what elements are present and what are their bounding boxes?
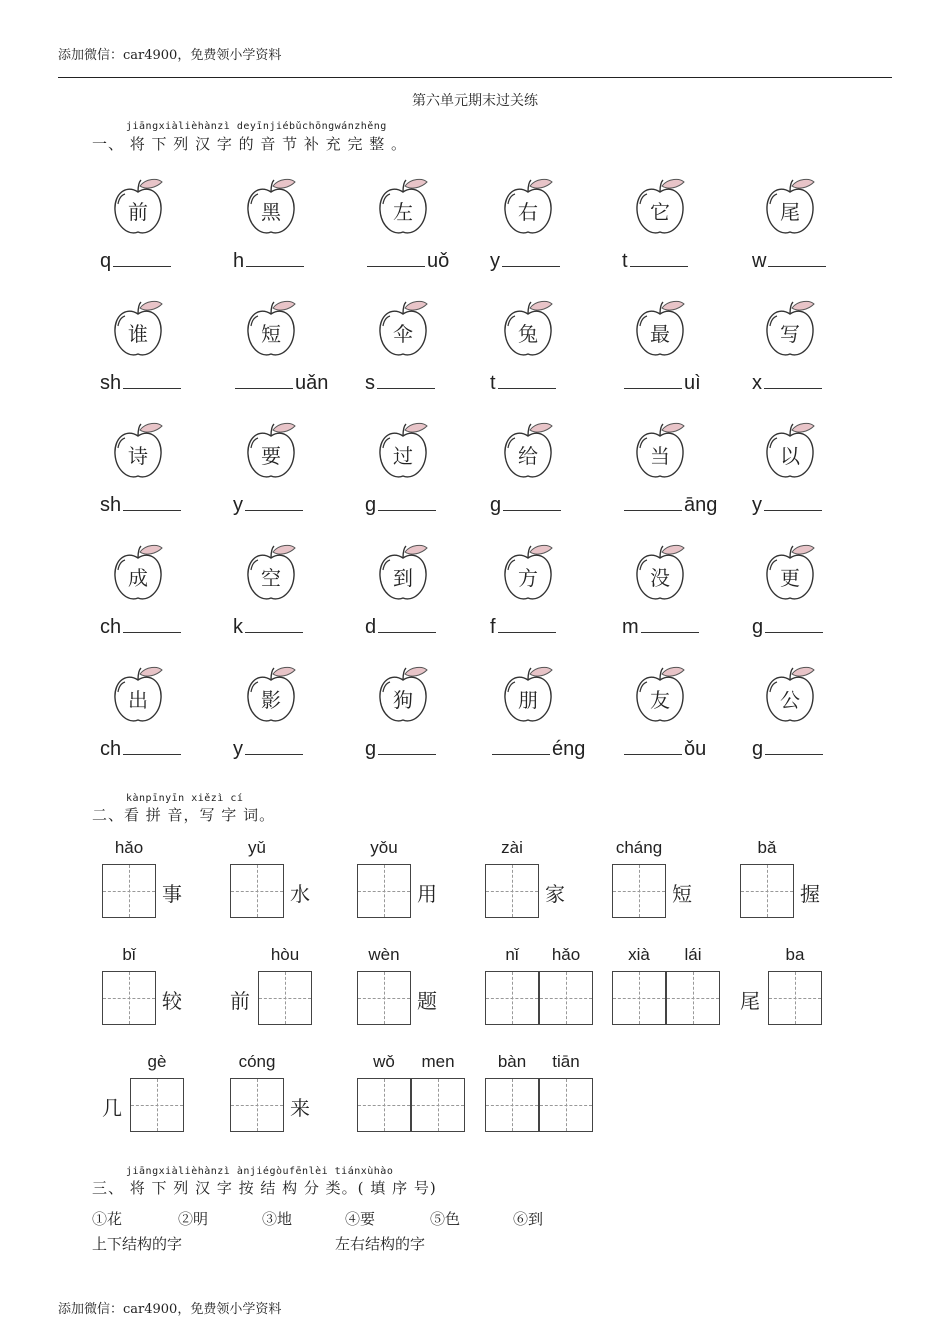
word-pinyin: bàn [497,1052,527,1071]
word-pinyin: gè [147,1052,167,1071]
apple-icon [764,178,820,238]
word-char-after: 来 [290,1096,310,1120]
apple-icon [634,544,690,604]
apple-char: 公 [780,688,800,712]
word-pinyin: hòu [270,945,300,964]
pinyin-prefix: t [622,250,628,272]
pinyin-fill [752,370,824,395]
label-left-right: 左右结构的字 [335,1235,426,1253]
word-char-before: 前 [230,989,250,1013]
pinyin-prefix: m [622,616,639,638]
pinyin-fill [100,736,183,761]
apple-item [223,544,353,654]
writing-box[interactable] [258,971,312,1025]
apple-char: 朋 [518,688,538,712]
word-pinyin: cóng [238,1052,276,1071]
apple-icon [245,666,301,726]
page-title: 第六单元期末过关练 [412,93,538,109]
pinyin-prefix: t [490,372,496,394]
apple-icon [634,178,690,238]
pinyin-fill [622,370,701,395]
apple-icon [502,544,558,604]
apple-item [90,666,220,776]
option-4: ④要 [345,1210,376,1228]
pinyin-prefix: h [233,250,245,272]
writing-box[interactable] [102,971,156,1025]
apple-icon [502,178,558,238]
apple-char: 尾 [780,200,800,224]
word-pinyin: men [421,1052,455,1071]
apple-char: 短 [261,322,281,346]
apple-char: 要 [261,444,281,468]
apple-item [480,666,610,776]
pinyin-prefix: f [490,616,496,638]
apple-char: 当 [650,444,670,468]
apple-icon [764,666,820,726]
label-top-bottom: 上下结构的字 [92,1235,183,1253]
writing-box[interactable] [666,971,720,1025]
pinyin-blank[interactable] [235,370,293,389]
apple-item [480,300,610,410]
page-header: 添加微信：car4900，免费领小学资料 [58,48,282,63]
apple-char: 狗 [393,688,413,712]
pinyin-prefix: y [233,738,243,760]
pinyin-fill [622,614,701,639]
apple-item [355,544,485,654]
apple-icon [377,544,433,604]
pinyin-blank[interactable] [367,248,425,267]
apple-char: 没 [650,566,670,590]
apple-char: 伞 [393,322,413,346]
apple-item [355,300,485,410]
pinyin-prefix: ch [100,616,122,638]
pinyin-prefix: k [233,616,243,638]
writing-box[interactable] [612,971,666,1025]
apple-item [355,178,485,288]
pinyin-blank[interactable] [630,248,688,267]
word-pinyin: wèn [368,945,400,964]
apple-item [480,178,610,288]
apple-char: 友 [650,688,670,712]
pinyin-blank[interactable] [764,492,822,511]
pinyin-prefix: y [490,250,500,272]
pinyin-fill [365,248,449,273]
writing-box[interactable] [539,971,593,1025]
pinyin-blank[interactable] [378,614,436,633]
apple-icon [112,178,168,238]
writing-box[interactable] [357,971,411,1025]
pinyin-fill [233,248,306,273]
pinyin-fill [752,736,825,761]
apple-item [742,666,872,776]
pinyin-blank[interactable] [768,248,826,267]
apple-char: 兔 [518,322,538,346]
apple-item [612,544,742,654]
word-char-after: 题 [417,989,437,1013]
apple-char: 左 [393,200,413,224]
apple-char: 黑 [261,200,281,224]
pinyin-fill [752,248,828,273]
section2-pinyin: kànpīnyīn xiězì cí [126,793,244,804]
pinyin-fill [100,370,183,395]
pinyin-prefix: g [365,494,377,516]
word-char-after: 短 [672,882,692,906]
pinyin-blank[interactable] [624,492,682,511]
apple-icon [377,666,433,726]
writing-box[interactable] [539,1078,593,1132]
option-6: ⑥到 [513,1210,544,1228]
apple-icon [502,300,558,360]
apple-item [223,422,353,532]
apple-icon [502,666,558,726]
pinyin-fill [490,370,558,395]
word-pinyin: tiān [552,1052,580,1071]
apple-char: 以 [780,444,800,468]
apple-char: 成 [128,566,148,590]
apple-char: 更 [780,566,800,590]
apple-icon [502,422,558,482]
writing-box[interactable] [485,864,539,918]
writing-box[interactable] [411,1078,465,1132]
apple-char: 右 [518,200,538,224]
writing-box[interactable] [768,971,822,1025]
apple-item [90,178,220,288]
pinyin-fill [365,736,438,761]
pinyin-fill [622,248,690,273]
apple-icon [764,300,820,360]
pinyin-prefix: q [100,250,112,272]
pinyin-prefix: g [365,738,377,760]
apple-item [355,422,485,532]
apple-char: 它 [650,200,670,224]
pinyin-prefix: g [752,738,764,760]
section3-pinyin: jiāngxiàlièhànzì ànjiégòufēnlèi tiánxùhào [126,1166,394,1177]
pinyin-blank[interactable] [624,370,682,389]
page-footer: 添加微信：car4900，免费领小学资料 [58,1302,282,1317]
pinyin-blank[interactable] [492,736,550,755]
apple-char: 到 [393,566,413,590]
pinyin-blank[interactable] [113,248,171,267]
word-pinyin: bǎ [757,838,777,857]
header-divider [58,77,892,78]
pinyin-fill [365,370,437,395]
apple-item [90,300,220,410]
pinyin-suffix: uì [684,372,701,394]
pinyin-prefix: x [752,372,762,394]
word-pinyin: zài [501,838,523,857]
writing-box[interactable] [485,971,539,1025]
word-char-after: 家 [545,882,565,906]
apple-icon [112,422,168,482]
pinyin-suffix: āng [684,494,718,516]
apple-item [90,544,220,654]
word-char-after: 较 [162,989,182,1013]
pinyin-blank[interactable] [123,736,181,755]
apple-item [480,544,610,654]
apple-icon [245,422,301,482]
apple-icon [245,300,301,360]
option-3: ③地 [262,1210,293,1228]
apple-char: 出 [128,688,148,712]
pinyin-blank[interactable] [503,492,561,511]
apple-char: 最 [650,322,670,346]
pinyin-fill [490,736,585,761]
word-char-after: 事 [162,882,182,906]
word-char-after: 水 [290,882,310,906]
apple-char: 方 [518,566,538,590]
apple-item [612,422,742,532]
apple-icon [377,300,433,360]
section1-pinyin: jiāngxiàlièhànzì deyīnjiébǔchōngwánzhěng [126,121,387,132]
apple-icon [634,300,690,360]
option-5: ⑤色 [430,1210,461,1228]
pinyin-blank[interactable] [641,614,699,633]
pinyin-fill [490,248,562,273]
word-char-before: 尾 [740,989,760,1013]
apple-char: 过 [393,444,413,468]
pinyin-fill [233,614,305,639]
writing-box[interactable] [102,864,156,918]
apple-char: 空 [261,566,281,590]
apple-item [742,544,872,654]
apple-icon [112,300,168,360]
writing-box[interactable] [740,864,794,918]
pinyin-blank[interactable] [245,736,303,755]
apple-icon [377,422,433,482]
apple-icon [112,544,168,604]
pinyin-fill [233,492,305,517]
word-pinyin: hǎo [114,838,144,857]
apple-item [90,422,220,532]
pinyin-blank[interactable] [123,492,181,511]
apple-item [742,178,872,288]
apple-item [612,666,742,776]
writing-box[interactable] [357,864,411,918]
pinyin-prefix: d [365,616,377,638]
apple-char: 影 [261,688,281,712]
apple-item [223,178,353,288]
pinyin-blank[interactable] [246,248,304,267]
pinyin-fill [752,614,825,639]
apple-icon [634,666,690,726]
word-pinyin: cháng [615,838,663,857]
word-pinyin: xià [628,945,650,964]
pinyin-suffix: uǎn [295,372,329,394]
apple-item [612,178,742,288]
apple-item [355,666,485,776]
writing-box[interactable] [612,864,666,918]
pinyin-blank[interactable] [378,492,436,511]
apple-icon [764,544,820,604]
apple-char: 诗 [128,444,148,468]
writing-box[interactable] [230,1078,284,1132]
apple-item [742,300,872,410]
apple-icon [634,422,690,482]
pinyin-blank[interactable] [378,736,436,755]
pinyin-blank[interactable] [377,370,435,389]
pinyin-fill [622,492,717,517]
pinyin-prefix: g [752,616,764,638]
pinyin-prefix: ch [100,738,122,760]
apple-item [742,422,872,532]
apple-item [223,666,353,776]
pinyin-suffix: éng [552,738,586,760]
word-pinyin: yǒu [370,838,398,857]
pinyin-blank[interactable] [498,370,556,389]
writing-box[interactable] [357,1078,411,1132]
pinyin-suffix: ǒu [684,738,707,760]
pinyin-fill [365,614,438,639]
option-1: ①花 [92,1210,123,1228]
pinyin-prefix: y [233,494,243,516]
apple-item [612,300,742,410]
apple-char: 写 [780,322,800,346]
pinyin-fill [100,492,183,517]
section1-title: 一、 将 下 列 汉 字 的 音 节 补 充 完 整 。 [92,135,407,153]
apple-icon [377,178,433,238]
pinyin-fill [100,614,183,639]
pinyin-fill [233,370,328,395]
apple-char: 谁 [128,322,148,346]
word-pinyin: bǐ [122,945,136,964]
apple-item [223,300,353,410]
apple-char: 给 [518,444,538,468]
word-pinyin: nǐ [505,945,519,964]
apple-char: 前 [128,200,148,224]
pinyin-fill [752,492,824,517]
writing-box[interactable] [485,1078,539,1132]
apple-icon [245,544,301,604]
pinyin-blank[interactable] [765,614,823,633]
word-char-before: 几 [102,1096,122,1120]
pinyin-blank[interactable] [765,736,823,755]
word-pinyin: wǒ [373,1052,395,1071]
pinyin-prefix: y [752,494,762,516]
pinyin-prefix: sh [100,372,122,394]
pinyin-blank[interactable] [245,614,303,633]
pinyin-fill [365,492,438,517]
apple-item [480,422,610,532]
word-pinyin: yǔ [248,838,266,857]
writing-box[interactable] [130,1078,184,1132]
pinyin-prefix: g [490,494,502,516]
pinyin-fill [490,492,563,517]
apple-icon [764,422,820,482]
pinyin-blank[interactable] [498,614,556,633]
word-char-after: 握 [800,882,820,906]
pinyin-blank[interactable] [123,370,181,389]
word-char-after: 用 [417,882,437,906]
word-pinyin: hǎo [551,945,581,964]
apple-icon [245,178,301,238]
pinyin-blank[interactable] [123,614,181,633]
word-pinyin: ba [785,945,805,964]
pinyin-fill [490,614,558,639]
pinyin-prefix: sh [100,494,122,516]
pinyin-blank[interactable] [624,736,682,755]
section2-title: 二、看 拼 音，写 字 词。 [92,806,276,824]
pinyin-fill [100,248,173,273]
pinyin-prefix: w [752,250,767,272]
word-pinyin: lái [684,945,702,964]
pinyin-suffix: uǒ [427,250,450,272]
apple-icon [112,666,168,726]
writing-box[interactable] [230,864,284,918]
pinyin-fill [233,736,305,761]
pinyin-prefix: s [365,372,375,394]
pinyin-blank[interactable] [502,248,560,267]
pinyin-blank[interactable] [764,370,822,389]
option-2: ②明 [178,1210,209,1228]
pinyin-blank[interactable] [245,492,303,511]
pinyin-fill [622,736,706,761]
section3-title: 三、 将 下 列 汉 字 按 结 构 分 类。( 填 序 号) [92,1179,437,1197]
